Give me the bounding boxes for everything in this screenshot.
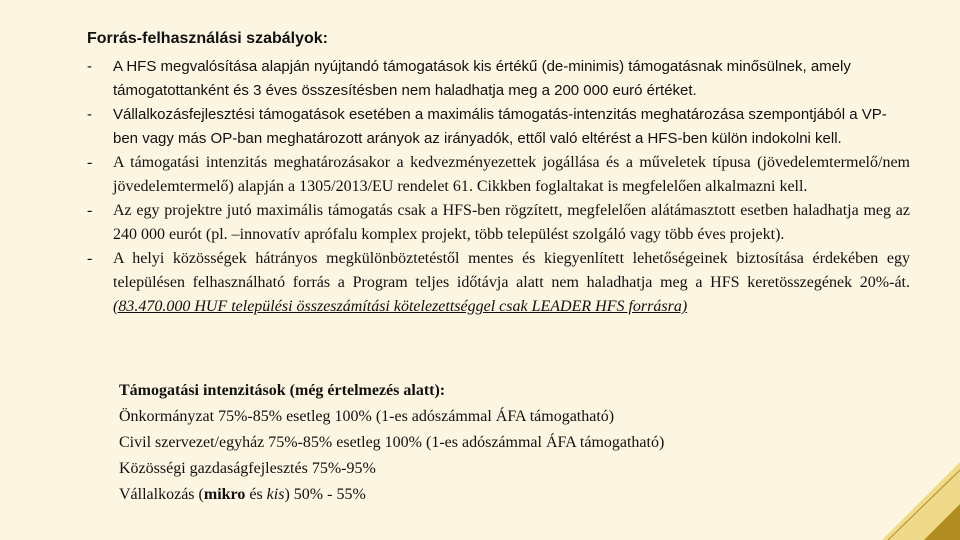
corner-triangle-light [882,462,960,540]
rules-section [87,30,910,319]
intensity-line: Civil szervezet/egyház 75%-85% esetleg 100% (1-es adószámmal ÁFA támogatható) [119,434,665,451]
list-item [87,247,910,319]
list-item-text: A helyi közösségek hátrányos megkülönböztetéstől mentes és kiegyenlített lehetőségeinek biztosítása érdekében egy településen felhasználható forrás a Program teljes időtávja alatt nem haladhatja meg a HFS keretösszegének 20%-át. [113,250,910,291]
business-and: és [245,486,267,503]
intensity-line: Önkormányzat 75%-85% esetleg 100% (1-es adószámmal ÁFA támogatható) [119,408,615,425]
list-item [87,151,910,199]
list-item-text: Vállalkozásfejlesztési támogatások esetében a maximális támogatás-intenzitás meghatározása szempontjából a VP-ben vagy más OP-ban meghatározott arányok az irányadók, ettől való eltérést a HFS-ben külön indokolni kell. [113,106,887,147]
bullet-dash: - [87,154,93,171]
intensity-line: Közösségi gazdaságfejlesztés 75%-95% [119,460,376,477]
corner-line [888,470,960,540]
list-item-text: A HFS megvalósítása alapján nyújtandó támogatások kis értékű (de-minimis) támogatásnak minősülnek, amely támogatottanként és 3 éves összesítésben nem haladhatja meg a 200 000 euró értéket. [113,58,851,99]
business-small: kis [266,486,285,503]
intensity-section [119,378,664,508]
bullet-dash: - [87,250,93,267]
list-item [87,55,910,103]
intensity-line-business [119,482,664,508]
corner-triangle-dark [924,504,960,540]
business-rate: ) 50% - 55% [284,486,366,503]
list-item [87,103,910,151]
bullet-dash: - [87,58,92,75]
rules-list [87,55,910,319]
intensity-title: Támogatási intenzitások (még értelmezés alatt): [119,382,446,399]
list-item [87,199,910,247]
bullet-dash: - [87,202,93,219]
leader-note: (83.470.000 HUF települési összeszámítási kötelezettséggel csak LEADER HFS forrásra) [113,298,688,315]
list-item-text: Az egy projektre jutó maximális támogatás csak a HFS-ben rögzített, megfelelően alátámasztott esetben haladhatja meg az 240 000 eurót (pl. –innovatív aprófalu komplex projekt, több települést szolgáló vagy több éves projekt). [113,202,910,243]
list-item-text: A támogatási intenzitás meghatározásakor a kedvezményezettek jogállása és a műveletek típusa (jövedelemtermelő/nem jövedelemtermelő) alapján a 1305/2013/EU rendelet 61. Cikkben foglaltakat is megfelelően alkalmazni kell. [113,154,910,195]
bullet-dash: - [87,106,92,123]
business-micro: mikro [203,486,246,503]
page-title: Forrás-felhasználási szabályok: [87,30,328,47]
business-prefix: Vállalkozás ( [119,486,204,503]
